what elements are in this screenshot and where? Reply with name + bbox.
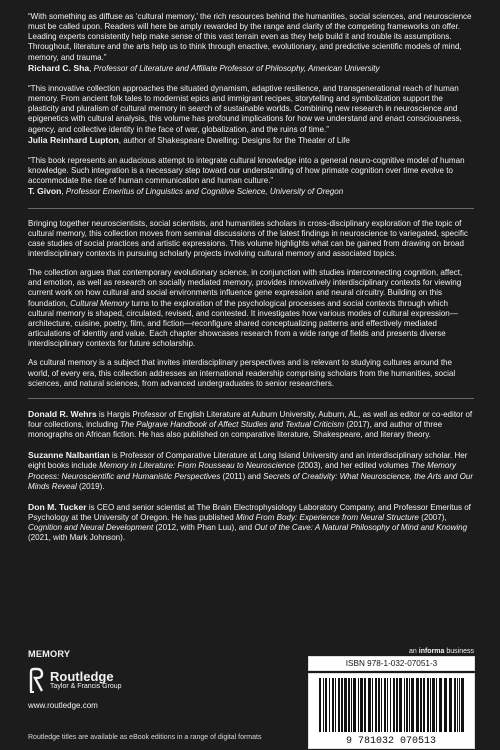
- routledge-logo-icon: [28, 667, 45, 693]
- barcode-bar: [436, 678, 437, 732]
- barcode-bar: [393, 678, 395, 732]
- barcode-bar: [360, 678, 363, 732]
- barcode-bar: [459, 678, 460, 732]
- barcode: [308, 673, 475, 749]
- barcode-bar: [416, 678, 419, 732]
- endorsement-attribution: T. Givon, Professor Emeritus of Linguistics and Cognitive Science, University of Oregon: [28, 186, 344, 197]
- endorsement-3: [28, 156, 474, 198]
- barcode-bar: [341, 678, 343, 732]
- barcode-bar: [423, 678, 425, 732]
- barcode-bar: [335, 678, 336, 732]
- bio-wehrs: Donald R. Wehrs is Hargis Professor of English Literature at Auburn University, Auburn, AL, as well as editor or co-editor of four collections, including The Palgrave Handbook of Affect Studies and Textual Criticism (2017), and author of three monographs on African fiction. He has also published on comparative literature, Shakespeare, and literary theory.: [28, 408, 473, 440]
- back-cover-text: [28, 12, 474, 554]
- endorsement-1: [28, 12, 474, 74]
- publisher-group: Taylor & Francis Group: [50, 682, 122, 690]
- endorser-role: Shakespeare Dwelling: Designs for the Theater of Life: [157, 135, 350, 145]
- publisher-block: [28, 649, 268, 710]
- barcode-bar: [329, 678, 330, 732]
- bio-name: Donald R. Wehrs: [28, 408, 97, 419]
- barcode-bar: [387, 678, 388, 732]
- book-title: Cultural Memory: [70, 298, 130, 308]
- barcode-bar: [461, 678, 464, 732]
- barcode-bar: [378, 678, 380, 732]
- endorsement-attribution: Julia Reinhard Lupton, author of Shakespeare Dwelling: Designs for the Theater of Life: [28, 134, 350, 145]
- barcode-bar: [411, 678, 414, 732]
- barcode-bar: [319, 678, 321, 732]
- barcode-bar: [372, 678, 373, 732]
- barcode-bar: [325, 678, 327, 732]
- barcode-bar: [406, 678, 408, 732]
- endorser-role-prefix: author of: [123, 135, 158, 145]
- barcode-bar: [430, 678, 431, 732]
- barcode-bar: [381, 678, 382, 732]
- endorser-role: Professor Emeritus of Linguistics and Cognitive Science, University of Oregon: [65, 187, 344, 197]
- barcode-bar: [457, 678, 458, 732]
- barcode-bar: [409, 678, 410, 732]
- isbn-block: [308, 648, 475, 749]
- barcode-bar: [439, 678, 442, 732]
- barcode-bar: [332, 678, 334, 732]
- barcode-bar: [351, 678, 352, 732]
- barcode-bar: [444, 678, 447, 732]
- barcode-bar: [420, 678, 422, 732]
- bio-nalbantian: Suzanne Nalbantian is Professor of Comparative Literature at Long Island University and an interdisciplinary scholar. Her eight books include Memory in Literature: From Rousseau to Neuroscience (2003), and her edited volumes The Memory Process: Neuroscientific and Humanistic Perspectives (2011) and Secrets of Creativity: What Neuroscience, the Arts and Our Minds Reveal (2019).: [28, 450, 474, 491]
- description-paragraph-1: Bringing together neuroscientists, social scientists, and humanities scholars in cross-disciplinary exploration of the topic of cultural memory, this collection moves from seminal discussions of the latest findings in neuroscience to variegated, specific case studies of social practices and artistic expressions. This volume highlights what can be gained from drawing on broad interdisciplinary contexts in pursuing scholarly projects involving cultural memory and associated topics.: [28, 218, 468, 258]
- informa-tag: an informa business: [409, 648, 474, 655]
- barcode-bar: [358, 678, 359, 732]
- endorsement-quote: “This book represents an audacious attempt to integrate cultural knowledge into a general neuro-cognitive model of human knowledge. Such integration is a necessary step toward our understanding of how primate cognition over time evolve to accommodate the rise of human communication and human culture.”: [28, 155, 465, 186]
- bio-name: Suzanne Nalbantian: [28, 450, 110, 461]
- bio-tucker: Don M. Tucker is CEO and senior scientist at The Brain Electrophysiology Laboratory Company, and Professor Emeritus of Psychology at the University of Oregon. He has published Mind From Body: Experience from Neural Structure (2007), Cognition and Neural Development (2012, with Phan Luu), and Out of the Cave: A Natural Philosophy of Mind and Knowing (2021, with Mark Johnson).: [28, 501, 471, 543]
- endorsement-attribution: Richard C. Sha, Professor of Literature and Affiliate Professor of Philosophy, American University: [28, 62, 380, 73]
- publisher-logo: [28, 667, 268, 693]
- barcode-bar: [375, 678, 377, 732]
- barcode-bar: [338, 678, 340, 732]
- barcode-bar: [396, 678, 398, 732]
- divider: [28, 398, 474, 399]
- barcode-bar: [432, 678, 435, 732]
- subject-category: MEMORY: [28, 649, 71, 659]
- editor-bios: [28, 409, 474, 544]
- barcode-bar: [427, 678, 429, 732]
- isbn-text: ISBN 978-1-032-07051-3: [308, 656, 475, 671]
- divider: [28, 208, 474, 209]
- publisher-website[interactable]: www.routledge.com: [28, 701, 98, 710]
- endorser-name: Richard C. Sha: [28, 62, 90, 73]
- endorser-name: T. Givon: [28, 186, 62, 197]
- barcode-bar: [344, 678, 347, 732]
- description-paragraph-3: As cultural memory is a subject that invites interdisciplinary perspectives and is relevant to studying cultures around the world, of every era, this collection addresses an international readership comprising scholars from the humanities, social sciences, and natural sciences, from advanced undergraduates to senior researchers.: [28, 358, 456, 388]
- barcode-bar: [404, 678, 405, 732]
- barcode-bar: [449, 678, 452, 732]
- description-paragraph-2: The collection argues that contemporary evolutionary science, in conjunction with studies interconnecting cognition, affect, and emotion, as well as research on socially mediated memory, provides innovatively interdisciplinary contexts for viewing current work on how cultural and social environments influence gene expression and neural circuitry. Building on this foundation, Cultural Memory turns to the exploration of the psychological processes and social contexts through which cultural memory is shaped, circulated, revised, and contested. It investigates how various modes of cultural expression—architecture, cuisine, poetry, film, and fiction—reconfigure shared conceptualizing patterns and effectively mediated articulations of identity and value. Each chapter showcases research from a wide range of fields and presents diverse interdisciplinary contexts for future scholarship.: [28, 268, 463, 349]
- endorser-name: Julia Reinhard Lupton: [28, 134, 119, 145]
- barcode-bar: [323, 678, 324, 732]
- endorsement-quote: “This innovative collection approaches the situated dynamism, adaptive resilience, and transgenerational reach of human memory. From ancient folk tales to modernist epics and immigrant recipes, storytelling and symbolization support the plasticity and pluralism of cultural memory in search of sustainable worlds. Combining new research in neuroscience and epigenetics with cultural analysis, this volume has profound implications for how we understand and enact consciousness, agency, and collective identity in the face of war, globalization, and the ruins of time.”: [28, 83, 462, 134]
- book-description: [28, 219, 474, 389]
- barcode-bar: [384, 678, 386, 732]
- endorsement-quote: “With something as diffuse as ‘cultural memory,’ the rich resources behind the humanities, social sciences, and neuroscience must be called upon. Readers will here be amply rewarded by the range and clarity of the competing frameworks on offer. Leading experts consistently help make sense of this vast terrain even as they help build it and trouble its assumptions. Throughout, literature and the arts help us to think through enactive, evolutionary, and predictive scientific models of mind, memory, and trauma.”: [28, 12, 472, 62]
- barcode-bar: [390, 678, 391, 732]
- endorsement-2: [28, 84, 474, 146]
- barcode-bar: [353, 678, 356, 732]
- publisher-name: Routledge: [50, 668, 114, 684]
- barcode-digits: 9 781032 070513: [345, 736, 437, 746]
- barcode-bar: [348, 678, 350, 732]
- barcode-bar: [399, 678, 402, 732]
- barcode-bar: [454, 678, 456, 732]
- barcode-bar: [368, 678, 371, 732]
- barcode-bar: [364, 678, 366, 732]
- ebook-note: Routledge titles are available as eBook editions in a range of digital formats: [28, 734, 262, 741]
- bio-name: Don M. Tucker: [28, 501, 87, 512]
- endorser-role: Professor of Literature and Affiliate Professor of Philosophy, American University: [93, 63, 380, 73]
